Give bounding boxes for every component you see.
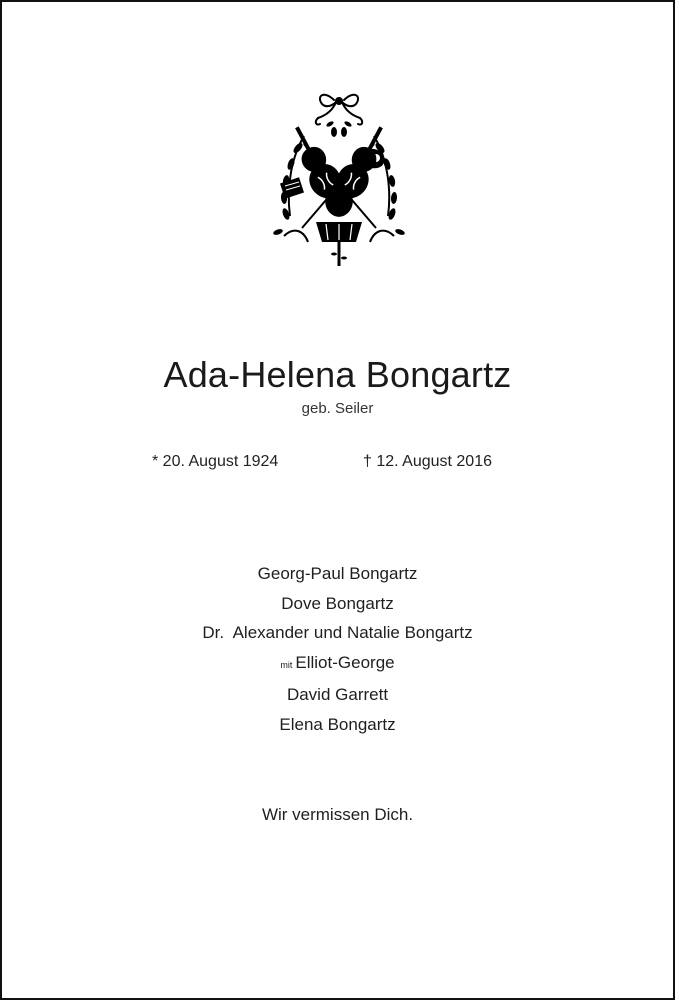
maiden-name: geb. Seiler bbox=[301, 400, 374, 417]
with-prefix: mit bbox=[280, 659, 293, 670]
family-member: Elliot-George bbox=[295, 652, 395, 672]
family-member: Elena Bongartz bbox=[279, 714, 396, 734]
musical-instruments-emblem-icon bbox=[264, 86, 414, 268]
family-member: Dove Bongartz bbox=[281, 593, 394, 613]
closing-message: Wir vermissen Dich. bbox=[261, 805, 414, 824]
deceased-name: Ada-Helena Bongartz bbox=[163, 354, 512, 395]
family-member: David Garrett bbox=[286, 685, 389, 704]
family-member: Dr. Alexander und Natalie Bongartz bbox=[202, 623, 473, 642]
family-member: Georg-Paul Bongartz bbox=[257, 564, 418, 583]
birth-date: * 20. August 1924 bbox=[152, 453, 279, 470]
family-list bbox=[2, 559, 673, 739]
death-date: † 12. August 2016 bbox=[363, 453, 492, 470]
family-member-with-prefix bbox=[2, 648, 673, 681]
